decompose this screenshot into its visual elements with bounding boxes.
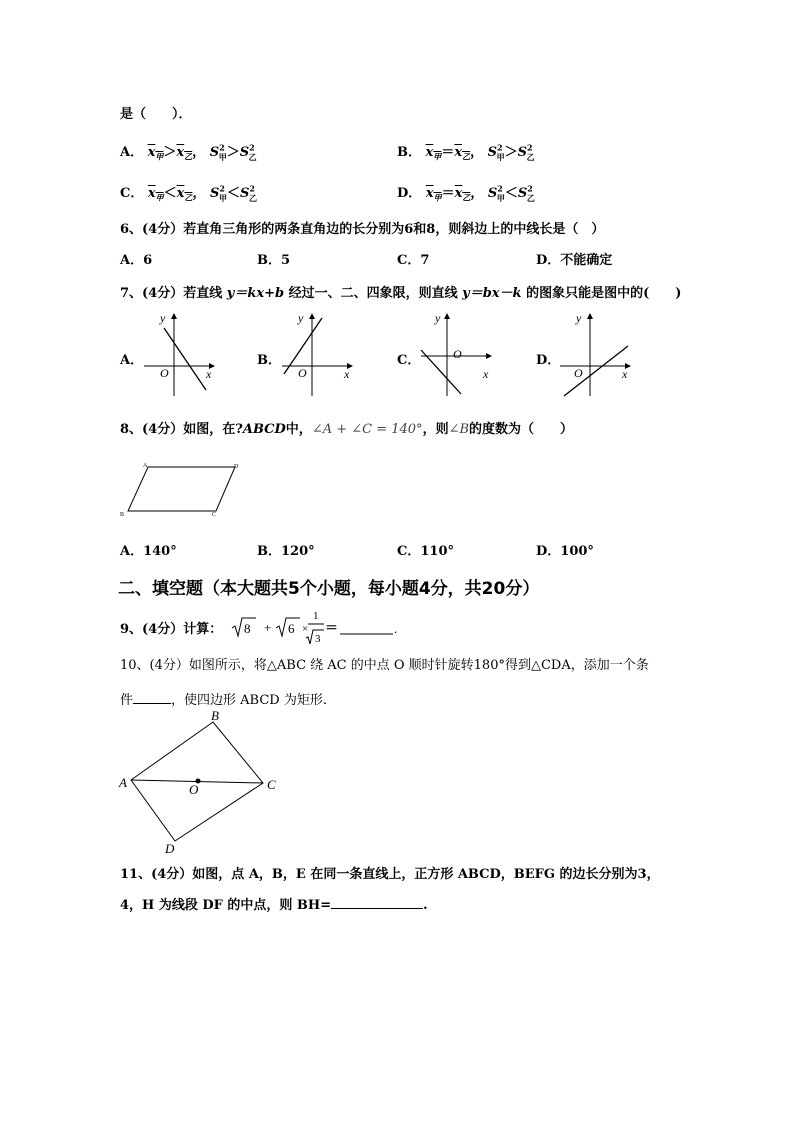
q6-option-c: C．7	[397, 253, 430, 268]
q7-option-a: A．	[120, 353, 144, 368]
svg-text:1: 1	[313, 610, 319, 622]
q8-parallelogram-figure	[118, 458, 248, 520]
q11-stem-line2: 4，H 为线段 DF 的中点，则 BH= .	[120, 898, 428, 913]
answer-blank[interactable]	[133, 691, 171, 704]
svg-text:y: y	[576, 311, 582, 325]
q9-expression	[228, 606, 398, 648]
svg-text:O: O	[453, 347, 462, 361]
svg-text:B: B	[211, 708, 219, 723]
svg-text:8: 8	[244, 621, 251, 636]
q7-stem: 7、(4分）若直线 y＝kx+b 经过一、二、四象限，则直线 y＝bx－k 的图象只能是图中的( )	[120, 286, 682, 301]
svg-text:O: O	[189, 782, 199, 797]
svg-text:A: A	[119, 775, 127, 790]
svg-text:3: 3	[315, 633, 321, 645]
q7-option-d: D．	[536, 353, 561, 368]
svg-text:×: ×	[302, 623, 309, 635]
svg-text:O: O	[574, 366, 583, 380]
svg-text:A: A	[143, 463, 148, 469]
mean-x-yi: $x_乙$	[176, 145, 193, 162]
q6-option-b: B．5	[257, 253, 291, 268]
svg-text:O: O	[298, 366, 307, 380]
svg-text:＝: ＝	[325, 620, 339, 635]
q7-graph-b	[278, 310, 358, 398]
q8-option-a: A．140°	[120, 544, 177, 559]
q8-option-d: D．100°	[536, 544, 594, 559]
q5-option-d: D． $x_甲=x_乙$， $S^2_甲<S^2_乙$	[397, 183, 535, 203]
mean-x-jia: $x_甲$	[147, 145, 164, 162]
q5-stem-tail: 是（ ）．	[120, 107, 192, 122]
svg-text:C: C	[212, 512, 217, 518]
q5-option-c: C． $x_甲<x_乙$， $S^2_甲<S^2_乙$	[120, 183, 257, 203]
origin-label: O	[160, 366, 169, 380]
q10-rectangle-figure	[115, 705, 290, 855]
y-axis-label: y	[160, 311, 166, 325]
svg-text:x: x	[344, 367, 350, 381]
svg-text:x: x	[483, 367, 489, 381]
svg-text:+: +	[264, 620, 272, 635]
q8-stem: 8、(4分）如图，在?ABCD中，∠A + ∠C = 140°，则∠B的度数为（ ）	[120, 422, 574, 437]
svg-text:C: C	[267, 777, 276, 792]
section-heading-fill-in: 二、填空题（本大题共5个小题，每小题4分，共20分）	[118, 579, 540, 599]
q6-option-d: D．不能确定	[536, 253, 613, 268]
q5-option-b: B． $x_甲=x_乙$， $S^2_甲>S^2_乙$	[397, 142, 535, 162]
angle-condition: ∠A + ∠C = 140°	[311, 422, 423, 437]
svg-text:.: .	[394, 621, 398, 636]
q6-stem: 6、(4分）若直角三角形的两条直角边的长分别为6和8，则斜边上的中线长是（ ）	[120, 222, 605, 237]
q11-stem-line1: 11、(4分）如图，点 A，B，E 在同一条直线上，正方形 ABCD，BEFG 的边长分别为3，	[120, 867, 660, 882]
svg-text:B: B	[120, 512, 125, 518]
q10-stem-line1: 10、(4分）如图所示，将△ABC 绕 AC 的中点 O 顺时针旋转180°得到△CDA，添加一个条	[120, 658, 649, 673]
q7-graph-c	[417, 310, 497, 398]
svg-text:y: y	[435, 311, 441, 325]
q8-option-c: C．110°	[397, 544, 454, 559]
q8-option-b: B．120°	[257, 544, 315, 559]
svg-text:D: D	[165, 841, 175, 855]
q5-option-a: A． $x_甲>x_乙$， $S^2_甲>S^2_乙$	[120, 142, 257, 162]
q7-graph-a	[140, 310, 220, 398]
x-axis-label: x	[206, 367, 212, 381]
q10-stem-line2: 件 ，使四边形 ABCD 为矩形.	[120, 693, 327, 708]
q9-stem: 9、(4分）计算：	[120, 622, 223, 637]
answer-blank[interactable]	[331, 896, 423, 909]
q6-option-a: A．6	[120, 253, 153, 268]
q7-graph-d	[556, 310, 636, 398]
svg-text:D: D	[234, 464, 239, 470]
q7-option-c: C．	[397, 353, 421, 368]
q7-option-b: B．	[257, 353, 281, 368]
svg-text:y: y	[298, 311, 304, 325]
svg-text:x: x	[622, 367, 628, 381]
svg-text:6: 6	[288, 621, 295, 636]
